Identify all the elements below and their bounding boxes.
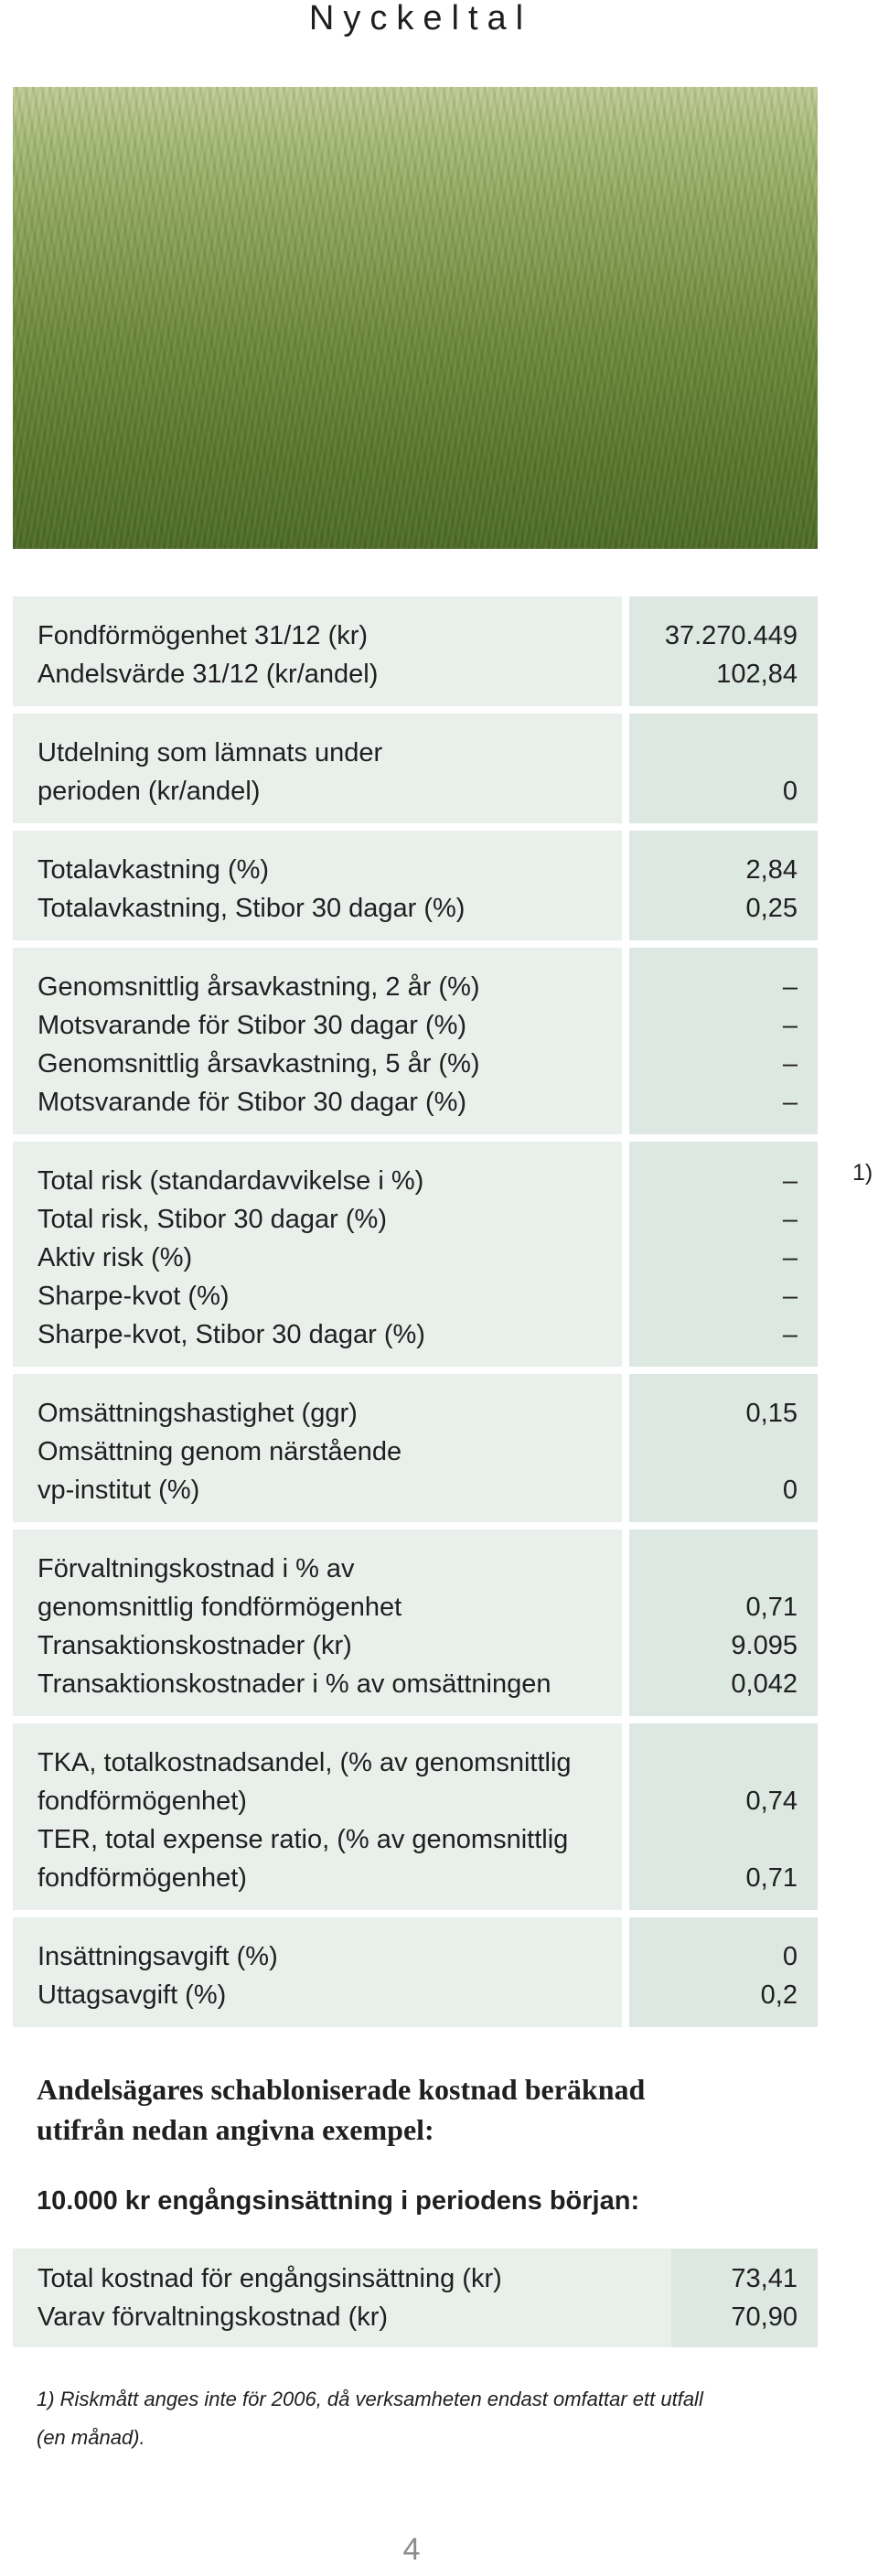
key-figure-label: Förvaltningskostnad i % av	[37, 1554, 355, 1583]
example-table	[13, 2249, 818, 2347]
key-figure-label: genomsnittlig fondförmögenhet	[37, 1593, 402, 1622]
key-figure-label: fondförmögenhet)	[37, 1787, 247, 1816]
key-figure-value: 2,84	[745, 855, 798, 885]
footnote-line1: 1) Riskmått anges inte för 2006, då verksamheten endast omfattar ett utfall	[37, 2388, 703, 2410]
key-figure-value: 0,25	[745, 894, 798, 923]
group-labels	[13, 714, 622, 823]
key-figure-label: Motsvarande för Stibor 30 dagar (%)	[37, 1011, 467, 1040]
key-figure-value: 0,71	[745, 1593, 798, 1622]
group-values	[629, 831, 818, 940]
key-figure-label: Totalavkastning (%)	[37, 855, 270, 885]
page-title: Nyckeltal	[308, 0, 533, 38]
key-figure-label: Totalavkastning, Stibor 30 dagar (%)	[37, 894, 466, 923]
key-figure-value: 0,042	[731, 1669, 798, 1699]
key-figure-label: Sharpe-kvot (%)	[37, 1282, 230, 1311]
group-labels	[13, 948, 622, 1134]
key-figure-label: Sharpe-kvot, Stibor 30 dagar (%)	[37, 1320, 425, 1349]
example-labels	[13, 2249, 671, 2347]
key-figure-label: Transaktionskostnader (kr)	[37, 1631, 352, 1660]
group-labels	[13, 1530, 622, 1716]
key-figure-label: perioden (kr/andel)	[37, 777, 261, 806]
group-labels	[13, 1917, 622, 2027]
group-values	[629, 1723, 818, 1910]
key-figure-value	[629, 1820, 798, 1859]
key-figure-label: Motsvarande för Stibor 30 dagar (%)	[37, 1088, 467, 1117]
key-figure-value: –	[782, 1205, 798, 1234]
wheat-field-photo	[13, 87, 818, 549]
key-figure-label: Omsättning genom närstående	[37, 1437, 402, 1466]
key-figure-label: TKA, totalkostnadsandel, (% av genomsnittlig	[37, 1748, 572, 1777]
key-figure-label: fondförmögenhet)	[37, 1863, 247, 1893]
key-figure-group	[13, 714, 818, 823]
key-figure-label: Genomsnittlig årsavkastning, 5 år (%)	[37, 1049, 480, 1079]
key-figure-value: 37.270.449	[664, 621, 798, 650]
key-figure-value: –	[782, 1011, 798, 1040]
key-figure-value: 0	[782, 777, 798, 806]
key-figure-value: –	[782, 1166, 798, 1196]
key-figure-group	[13, 1530, 818, 1716]
group-labels	[13, 1142, 622, 1367]
key-figure-label: Total risk, Stibor 30 dagar (%)	[37, 1205, 387, 1234]
key-figure-label: Aktiv risk (%)	[37, 1243, 193, 1272]
example-label: 10.000 kr engångsinsättning i periodens början:	[37, 2186, 640, 2216]
group-values	[629, 948, 818, 1134]
key-figure-label: Fondförmögenhet 31/12 (kr)	[37, 621, 369, 650]
key-figure-value: 9.095	[731, 1631, 798, 1660]
group-values	[629, 1917, 818, 2027]
key-figure-value: 102,84	[716, 660, 798, 689]
footnote-marker: 1)	[852, 1160, 873, 1186]
example-values	[671, 2249, 818, 2347]
group-values	[629, 596, 818, 706]
key-figure-label: Uttagsavgift (%)	[37, 1980, 227, 2010]
key-figure-label: vp-institut (%)	[37, 1476, 200, 1505]
key-figure-value: –	[782, 1049, 798, 1079]
key-figure-label: TER, total expense ratio, (% av genomsnittlig	[37, 1825, 569, 1854]
key-figure-label: Utdelning som lämnats under	[37, 738, 383, 767]
key-figure-group	[13, 1917, 818, 2027]
key-figure-value: –	[782, 972, 798, 1002]
example-row-label: Varav förvaltningskostnad (kr)	[37, 2302, 389, 2332]
key-figure-value: –	[782, 1320, 798, 1349]
key-figure-group	[13, 1142, 873, 1367]
key-figure-label: Genomsnittlig årsavkastning, 2 år (%)	[37, 972, 480, 1002]
key-figure-value	[629, 1550, 798, 1588]
cost-example-heading-line1: Andelsägares schabloniserade kostnad beräknad	[37, 2073, 646, 2106]
key-figure-label: Total risk (standardavvikelse i %)	[37, 1166, 424, 1196]
group-values	[629, 1374, 818, 1522]
group-labels	[13, 1723, 622, 1910]
footnote-line2: (en månad).	[37, 2426, 145, 2449]
key-figure-value	[629, 1433, 798, 1471]
cost-example-heading-line2: utifrån nedan angivna exempel:	[37, 2113, 434, 2146]
key-figure-group	[13, 1723, 818, 1910]
key-figure-label: Insättningsavgift (%)	[37, 1942, 278, 1971]
key-figure-value: –	[782, 1282, 798, 1311]
group-labels	[13, 831, 622, 940]
key-figure-value: –	[782, 1243, 798, 1272]
page-number: 4	[402, 2532, 421, 2567]
example-row-value: 73,41	[731, 2264, 798, 2293]
key-figures-table	[13, 596, 873, 2034]
key-figure-group	[13, 596, 818, 706]
group-values	[629, 1142, 818, 1367]
example-row-value: 70,90	[731, 2302, 798, 2332]
key-figure-group	[13, 831, 818, 940]
key-figure-value: 0	[782, 1942, 798, 1971]
key-figure-value	[629, 1744, 798, 1782]
group-values	[629, 1530, 818, 1716]
group-labels	[13, 596, 622, 706]
key-figure-value: 0,15	[745, 1399, 798, 1428]
group-labels	[13, 1374, 622, 1522]
cost-example-heading	[37, 2069, 787, 2150]
footnote	[37, 2380, 787, 2457]
key-figure-group	[13, 1374, 818, 1522]
group-values	[629, 714, 818, 823]
key-figure-label: Andelsvärde 31/12 (kr/andel)	[37, 660, 379, 689]
key-figure-value	[629, 734, 798, 772]
key-figure-value: 0,71	[745, 1863, 798, 1893]
key-figure-value: –	[782, 1088, 798, 1117]
key-figure-value: 0,74	[745, 1787, 798, 1816]
example-row-label: Total kostnad för engångsinsättning (kr)	[37, 2264, 502, 2293]
key-figure-label: Transaktionskostnader i % av omsättningen	[37, 1669, 551, 1699]
key-figure-value: 0	[782, 1476, 798, 1505]
key-figure-value: 0,2	[760, 1980, 798, 2010]
key-figure-group	[13, 948, 818, 1134]
key-figure-label: Omsättningshastighet (ggr)	[37, 1399, 358, 1428]
